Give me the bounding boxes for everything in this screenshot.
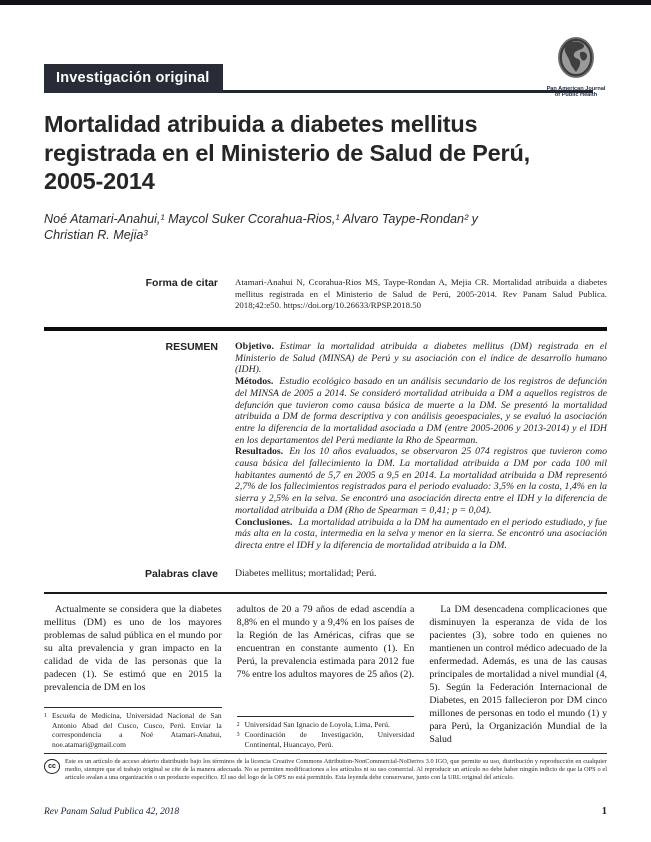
pan-american-globe-icon — [556, 36, 596, 79]
footnote-3-marker: 3 — [236, 732, 240, 738]
top-bar — [0, 0, 651, 5]
keywords-label: Palabras clave — [145, 568, 218, 580]
abstract-top-rule — [44, 327, 607, 331]
footnote-2 — [237, 720, 415, 731]
license-block — [44, 753, 607, 783]
keywords-text: Diabetes mellitus; mortalidad; Perú. — [235, 568, 377, 579]
article-title: Mortalidad atribuida a diabetes mellitus registrada en el Ministerio de Salud de Perú, 2005-2014 — [44, 111, 530, 194]
citation-label: Forma de citar — [145, 277, 218, 289]
footer-journal-name: Rev Panam Salud Publica 42, 2018 — [44, 807, 180, 817]
creative-commons-icon: cc — [44, 759, 60, 774]
footnotes-column-2 — [237, 716, 415, 750]
keywords-block — [44, 568, 607, 580]
abstract-conclusions — [235, 517, 607, 552]
body-column-3 — [429, 603, 607, 749]
journal-logo-line2: of Public Health — [554, 92, 598, 99]
abstract-results — [235, 446, 607, 516]
abstract-body — [235, 341, 607, 552]
article-authors: Noé Atamari-Anahui,¹ Maycol Suker Ccorahua-Rios,¹ Alvaro Taype-Rondan² y Christian R. Mejia³ — [44, 212, 478, 242]
license-text: Este es un artículo de acceso abierto distribuido bajo los términos de la licencia Creative Commons Attribution-NonCommercial-NoDerivs 3.0 IGO, que permite su uso, distribución y reproducción en cualquier medio, siempre que el trabajo original se cite de la manera adecuada. No se permiten modificaciones a los artículos ni su uso comercial. Al reproducir un artículo no debe haber ningún indicio de que la OPS o el artículo avalan a una organización o un producto específico. El uso del logo de la OPS no está permitido. Esta leyenda debe conservarse, junto con la URL original del artículo. — [65, 758, 607, 782]
footnote-3 — [237, 730, 415, 749]
header — [44, 64, 607, 93]
footnote-1-marker: 1 — [44, 713, 47, 719]
abstract-methods-label: Métodos. — [235, 376, 274, 388]
abstract-results-label: Resultados. — [235, 446, 284, 458]
body-paragraph-1: Actualmente se considera que la diabetes mellitus (DM) es uno de los mayores problemas de salud pública en el mundo por su alta prevalencia y gran impacto en la calidad de vida de las personas que la padecen (1). Se estimó que en 2015 la prevalencia de DM en los — [44, 604, 222, 693]
abstract-results-text: En los 10 años evaluados, se observaron 25 074 registros que tuvieron como causa básica del fallecimiento la DM. La mortalidad atribuida a DM por cada 100 mil habitantes aumentó de 5,7 en 2005 a 9,5 en 2014. La mortalidad atribuida a DM representó 2,7% de los fallecimientos registrados para el periodo evaluado: 3,5% en la costa, 1,4% en la sierra y 2,5% en la selva. Se encontró una asociación directa entre el IDH y la diferencia de mortalidad atribuida a DM (Rho de Spearman = 0,41; p = 0,04). — [235, 446, 607, 516]
abstract-objective-text: Estimar la mortalidad atribuida a diabetes mellitus (DM) registrada en el Ministerio de Salud (MINSA) de Perú y su asociación con el índice de desarrollo humano (IDH). — [235, 341, 607, 376]
journal-logo — [545, 36, 607, 99]
abstract-methods — [235, 376, 607, 446]
body-top-rule — [44, 592, 607, 594]
abstract-block — [44, 341, 607, 552]
footer-page-number: 1 — [601, 806, 607, 817]
article-type-badge: Investigación original — [44, 64, 223, 93]
footnote-1 — [44, 711, 222, 749]
journal-logo-line1: Pan American Journal — [546, 86, 606, 92]
body-column-1 — [44, 603, 222, 749]
body-paragraph-2: adultos de 20 a 79 años de edad ascendía a 8,8% en el mundo y a 9,4% en los países de la Región de las Américas, cifras que se encuentran en constante aumento (1). En Perú, la prevalencia estimada para 2012 fue 7% entre los adultos mayores de 25 años (2). — [236, 604, 415, 680]
abstract-conclusions-text: La mortalidad atribuida a la DM ha aumentado en el periodo estudiado, y fue más alta en la costa, intermedia en la selva y menor en la sierra. Se encontró una asociación directa entre el IDH y la diferencia de mortalidad atribuida a la DM. — [235, 516, 607, 551]
journal-logo-text — [545, 86, 607, 99]
page-footer — [44, 806, 607, 817]
abstract-label: RESUMEN — [165, 341, 218, 353]
footnote-2-marker: 2 — [236, 721, 240, 728]
footnote-1-text: Escuela de Medicina, Universidad Nacional de San Antonio Abad del Cusco, Cusco, Perú. Enviar la correspondencia a Noé Atamari-Anahui, noe.atamari@gmail.com — [52, 711, 222, 749]
abstract-objective — [235, 341, 607, 376]
abstract-objective-label: Objetivo. — [235, 341, 274, 352]
footnotes-column-1 — [44, 707, 222, 749]
body-columns — [44, 603, 607, 749]
citation-block — [44, 277, 607, 312]
footnote-2-text: Universidad San Ignacio de Loyola, Lima, Perú. — [244, 719, 390, 729]
citation-text: Atamari-Anahui N, Ccorahua-Rios MS, Taype-Rondan A, Mejia CR. Mortalidad atribuida a diabetes mellitus registrada en el Ministerio de Salud de Perú, 2005-2014. Rev Panam Salud Publica. 2018;42:e50. https://doi.org/10.26633/RPSP.2018.50 — [235, 277, 607, 311]
abstract-conclusions-label: Conclusiones. — [235, 516, 293, 528]
abstract-methods-text: Estudio ecológico basado en un análisis secundario de los registros de defunción del MINSA de 2005 a 2014. Se consideró mortalidad atribuida a DM a aquellos registros de defunción que tuvieron como causa básica de muerte a la DM. Se presentó la mortalidad atribuida a DM de forma descriptiva y con análisis geoespaciales, y se evaluó la asociación entre la diferencia de la mortalidad asociada a DM (entre 2005-2006 y 2013-2014) y el IDH en los departamentos del Perú mediante la Rho de Spearman. — [235, 376, 607, 446]
footnote-3-text: Coordinación de Investigación, Universidad Continental, Huancayo, Perú. — [244, 730, 415, 749]
body-column-2 — [237, 603, 415, 749]
body-paragraph-3: La DM desencadena complicaciones que disminuyen la esperanza de vida de los pacientes (3), sobre todo en quienes no mantienen un control médico adecuado de la enfermedad. Además, es una de las causas principales de mortalidad a nivel mundial (4, 5). Según la Federación Internacional de Diabetes, en 2015 fallecieron por DM cinco millones de personas en todo el mundo (1) y para Perú, la Organización Mundial de la Salud — [429, 604, 608, 745]
